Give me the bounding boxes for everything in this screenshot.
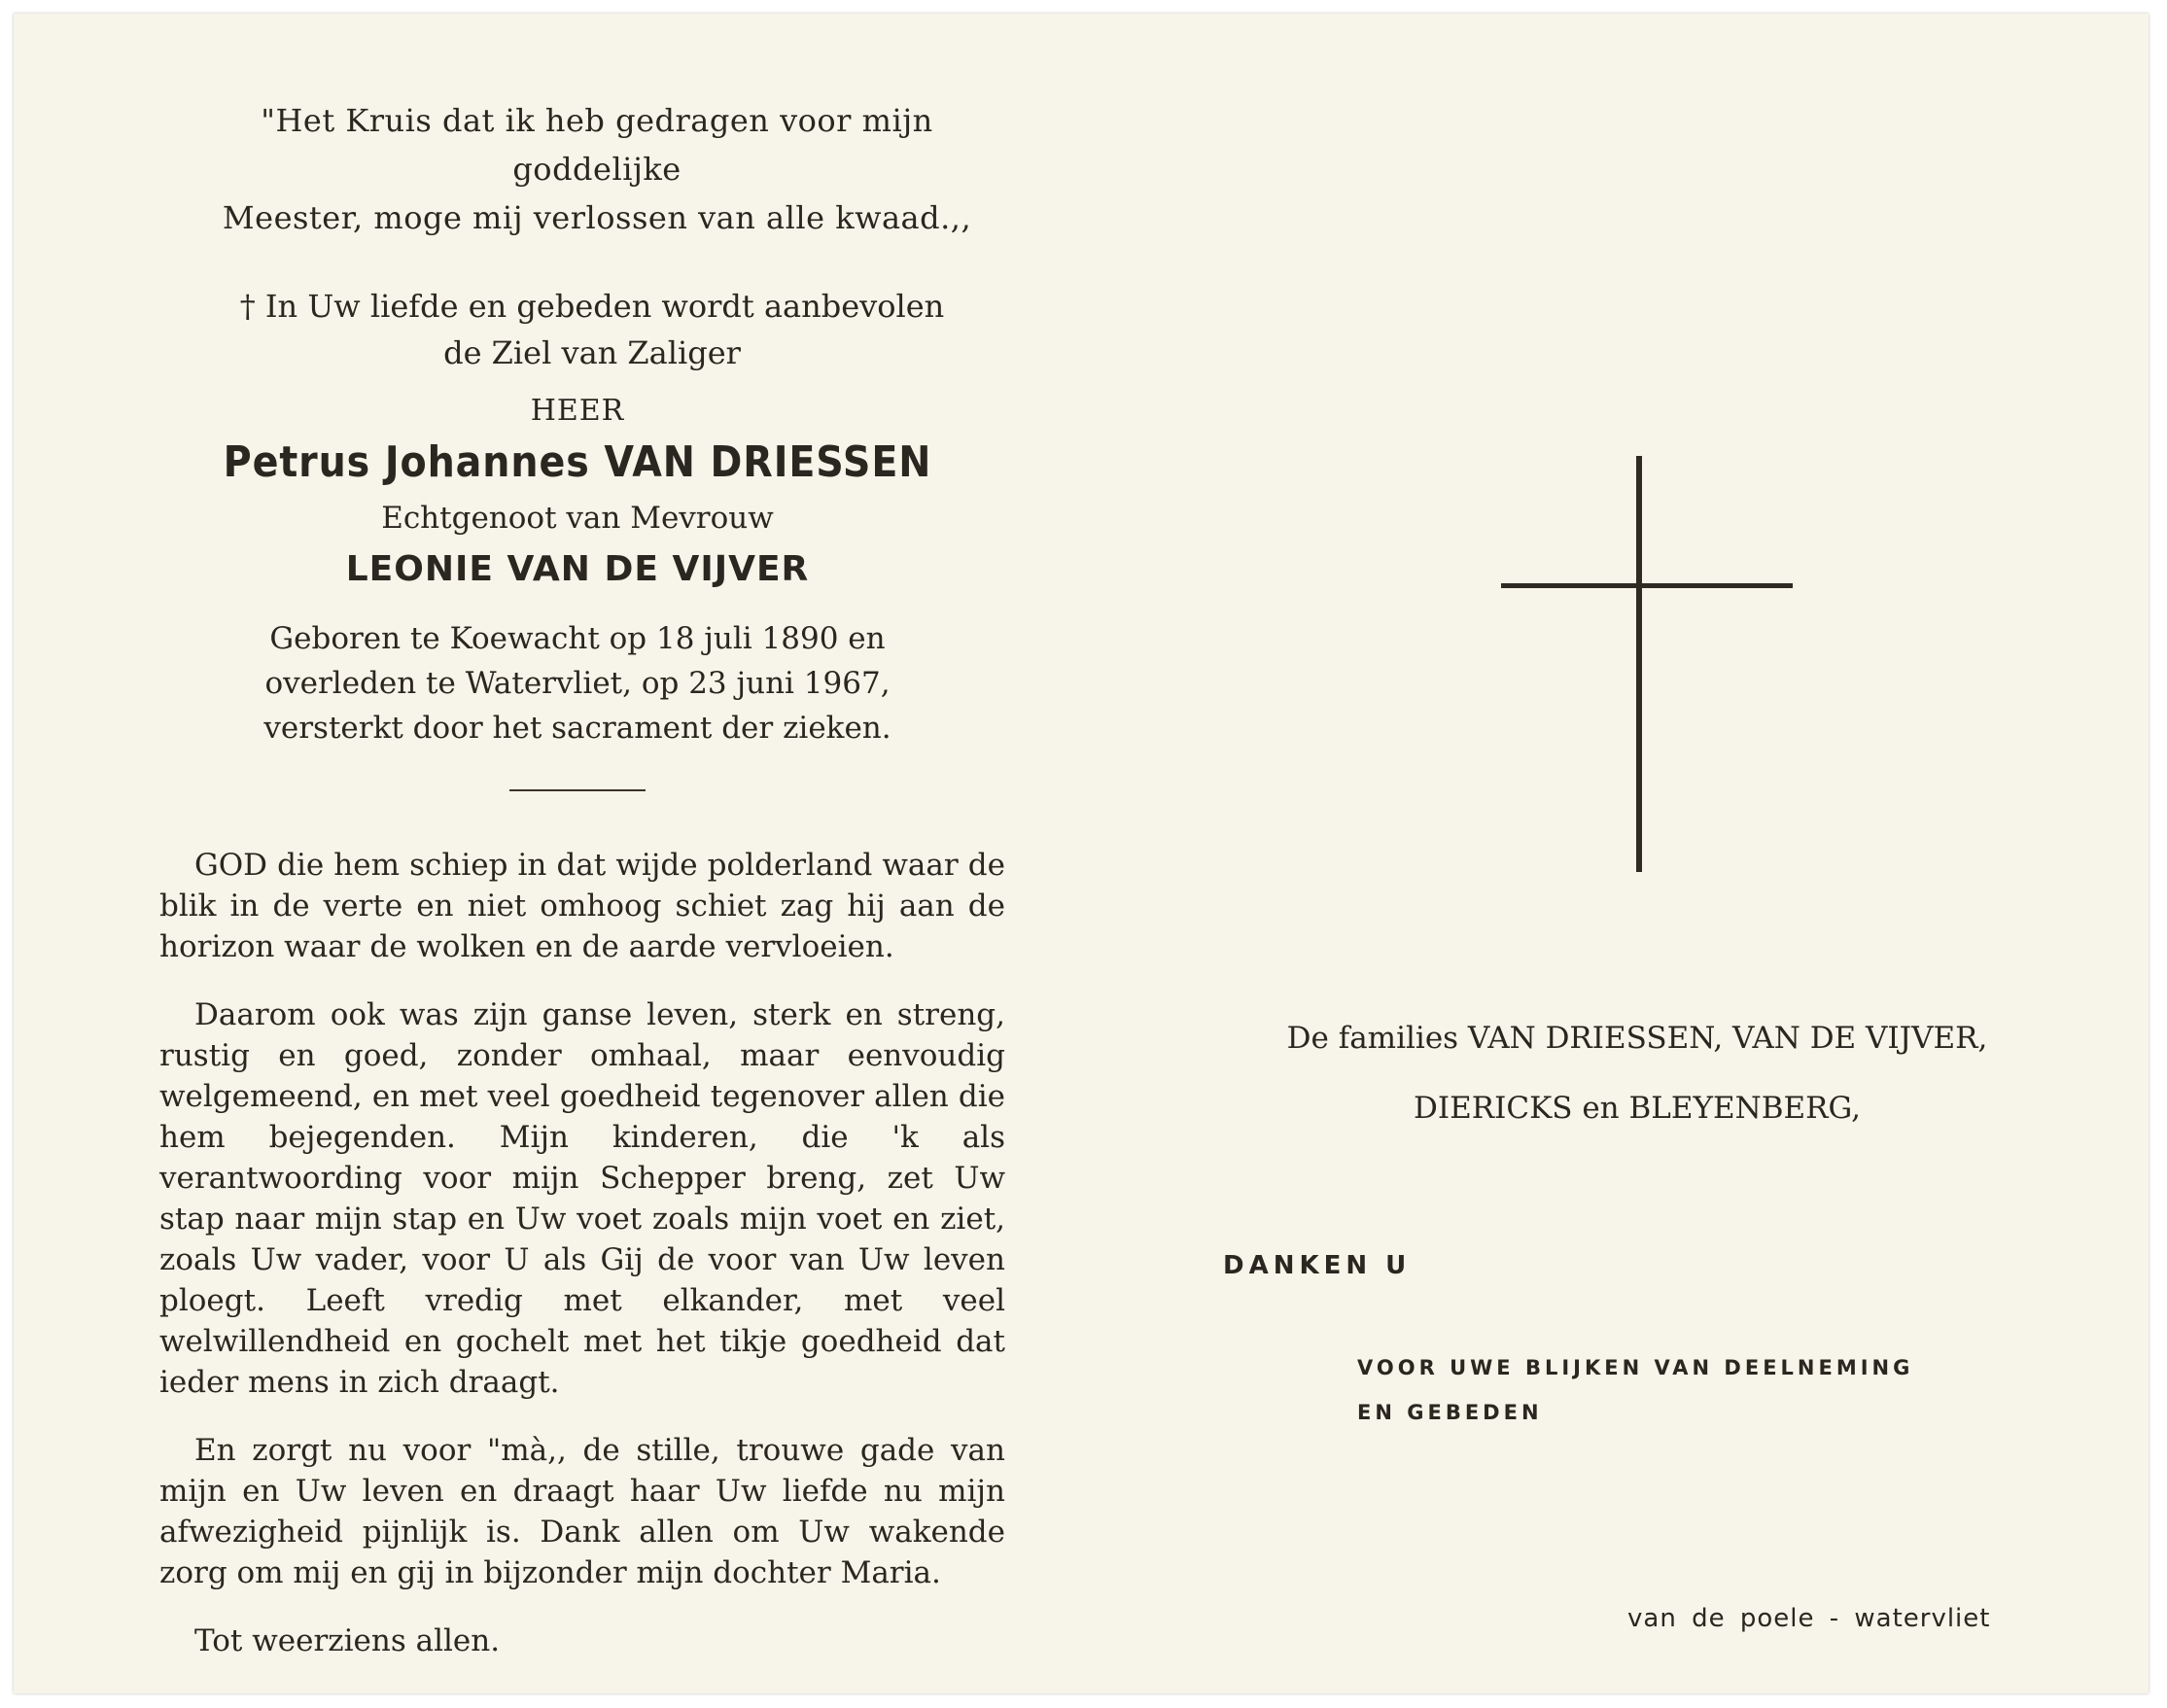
paragraph: Daarom ook was zijn ganse leven, sterk en streng, rustig en goed, zonder omhaal, maar eenvoudig welgemeend, en met veel goedheid tegenover allen die hem bejegenden. Mijn kinderen, die 'k als verantwoording voor mijn Schepper breng, zet Uw stap naar mijn stap en Uw voet zoals mijn voet en ziet, zoals Uw vader, voor U als Gij de voor van Uw leven ploegt. Leeft vredig met elkander, met veel welwillendheid en gochelt met het tikje goedheid dat ieder mens in zich draagt. [159,997,1005,1400]
memorial-card [14,14,2149,1693]
life-line: overleden te Watervliet, op 23 juni 1967, [264,666,891,701]
thanks-line: EN GEBEDEN [1357,1401,1543,1424]
body-text [159,845,1005,1661]
paragraph: GOD die hem schiep in dat wijde polderland waar de blik in de verte en niet omhoog schiet zag hij aan de horizon waar de wolken en de aarde vervloeien. [159,848,1005,964]
families [1200,1003,2075,1143]
deceased-name: Petrus Johannes VAN DRIESSEN [223,437,932,487]
life-line: versterkt door het sacrament der zieken. [263,711,891,746]
families-line: DIERICKS en BLEYENBERG, [1414,1091,1861,1126]
printer-imprint: van de poele - watervliet [1627,1604,1991,1633]
opening-quote [179,96,1015,242]
recommend-line: de Ziel van Zaliger [443,334,741,371]
spouse-intro: Echtgenoot van Mevrouw [381,501,774,536]
cross-icon [1636,456,1642,872]
paragraph: En zorgt nu voor "mà,, de stille, trouwe gade van mijn en Uw leven en draagt haar Uw liefde nu mijn afwezigheid pijnlijk is. Dank allen om Uw wakende zorg om mij en gij in bijzonder mijn dochter Maria. [159,1433,1005,1590]
cross-icon-bar [1501,583,1793,588]
right-panel [1200,14,2075,1693]
thanks-heading: DANKEN U [1223,1251,1412,1280]
quote-line: Meester, moge mij verlossen van alle kwaad.,, [222,199,972,236]
thanks-line: VOOR UWE BLIJKEN VAN DEELNEMING [1357,1356,1914,1379]
families-line: De families VAN DRIESSEN, VAN DE VIJVER, [1286,1021,1988,1056]
left-panel [150,96,1005,1689]
spouse-name: LEONIE VAN DE VIJVER [345,549,810,589]
divider [509,789,646,791]
quote-line: "Het Kruis dat ik heb gedragen voor mijn goddelijke [261,102,933,188]
paragraph: Tot weerziens allen. [194,1623,501,1658]
life-dates [150,616,1005,750]
life-line: Geboren te Koewacht op 18 juli 1890 en [269,621,886,656]
thanks-text [1357,1345,1913,1435]
recommendation [164,283,1020,376]
recommend-line: † In Uw liefde en gebeden wordt aanbevolen [239,288,945,325]
honorific: HEER [530,394,625,428]
